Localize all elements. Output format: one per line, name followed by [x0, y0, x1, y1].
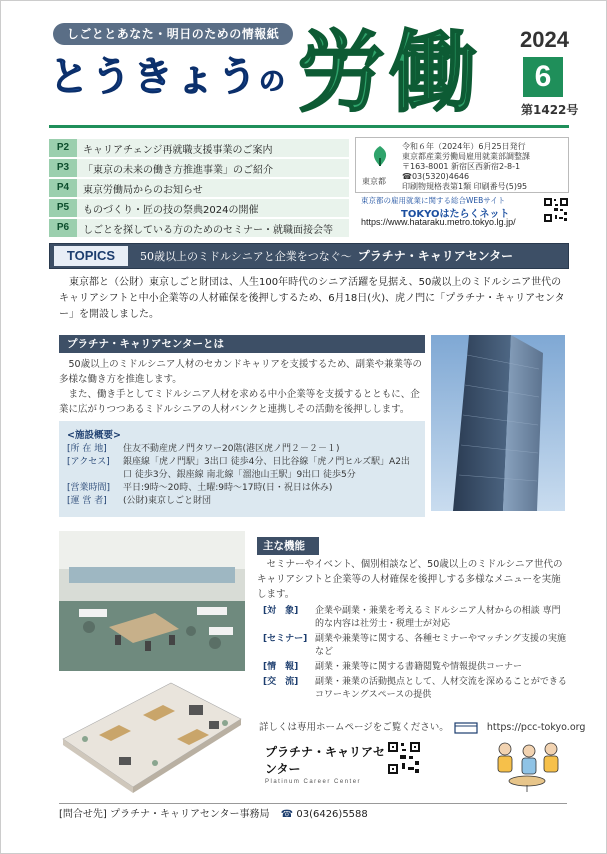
main-features-body: セミナーやイベント、個別相談など、50歳以上のミドルシニア世代のキャリアシフトと企業等の人材確保を後押しする多様なメニューを実施します。 — [257, 559, 563, 600]
issue-month-badge: 6 — [523, 57, 563, 97]
facility-value: 平日:9時〜20時、土曜:9時〜17時(日・祝日は休み) — [123, 483, 333, 493]
facility-key: [所 在 地] — [67, 444, 107, 454]
toc-page-number: P2 — [49, 139, 77, 157]
facility-value: 住友不動産虎ノ門タワー20階(港区虎ノ門２－２－１) — [123, 444, 340, 454]
topics-title — [140, 244, 513, 269]
issue-number: 第1422号 — [521, 103, 579, 117]
contact-label: [問合せ先] — [59, 809, 107, 820]
detail-text: 詳しくは専用ホームページをご覧ください。 — [259, 722, 449, 733]
detail-line — [259, 719, 585, 734]
topics-tag: TOPICS — [54, 246, 128, 266]
feature-key: [交 流] — [263, 677, 299, 687]
center-qr-code-icon[interactable] — [387, 741, 421, 775]
facility-value: (公財)東京しごと財団 — [123, 496, 212, 506]
toc-item[interactable] — [49, 199, 349, 217]
about-heading: プラチナ・キャリアセンターとは — [59, 335, 425, 353]
facility-row — [67, 495, 417, 508]
publisher-box — [355, 137, 569, 193]
people-illustration — [489, 737, 565, 793]
about-body — [59, 357, 425, 417]
topics-lead: 50歳以上のミドルシニアと企業をつなぐ〜 — [140, 250, 352, 263]
issue-year: 2024 — [520, 27, 569, 52]
feature-menu — [263, 605, 567, 704]
facility-value: 銀座線「虎ノ門駅」3出口 徒歩4分、日比谷線「虎ノ門ヒルズ駅」A2出口 徒歩3分、銀座線 南北線「溜池山王駅」9出口 徒歩5分 — [123, 457, 410, 480]
center-logo-en: Platinum Career Center — [265, 779, 362, 785]
brand-kana-text: とうきょう — [49, 54, 259, 100]
brand-kana — [49, 47, 287, 112]
toc-item-label: 東京労働局からのお知らせ — [83, 184, 203, 196]
gov-label: 東京都 — [362, 177, 386, 186]
about-paragraph: 50歳以上のミドルシニア人材のセカンドキャリアを支援するため、副業や兼業等の多様な働き方を推進します。 — [59, 359, 422, 385]
topics-center-name: プラチナ・キャリアセンター — [357, 249, 514, 263]
publisher-phone: ☎03(5320)4646 — [402, 172, 470, 181]
feature-row — [263, 661, 567, 674]
toc-page-number: P5 — [49, 199, 77, 217]
publish-date: 令和６年（2024年）6月25日発行 — [402, 142, 526, 151]
feature-value: 副業・兼業等に関する書籍閲覧や情報提供コーナー — [315, 662, 523, 672]
feature-value: 副業や兼業等に関する、各種セミナーやマッチング支援の実施など — [315, 634, 567, 657]
contact-office: プラチナ・キャリアセンター事務局 — [110, 809, 270, 820]
print-number: 印刷物規格表第1類 印刷番号(5)95 — [402, 182, 528, 191]
web-browser-icon — [454, 722, 478, 734]
contact-phone[interactable]: 03(6426)5588 — [296, 809, 368, 820]
brand-no: の — [259, 67, 288, 97]
facility-overview — [59, 421, 425, 517]
toc-page-number: P4 — [49, 179, 77, 197]
about-paragraph: また、働き手としてミドルシニア人材を求める中小企業等を支援するとともに、企業に広がりつつあるミドルシニアの人材バンクと連携しその活動を後押しします。 — [59, 389, 420, 415]
toc-item-label: ものづくり・匠の技の祭典2024の開催 — [83, 204, 259, 216]
feature-key: [対 象] — [263, 606, 299, 616]
website-qr-code-icon[interactable] — [543, 197, 569, 223]
facility-row — [67, 443, 417, 456]
table-of-contents — [49, 139, 349, 239]
toc-item-label: しごとを探している方のためのセミナー・就職面接会等 — [83, 224, 333, 236]
office-interior-photo — [59, 531, 245, 671]
newsletter-subtitle: しごととあなた・明日のための情報紙 — [53, 23, 293, 45]
toc-page-number: P3 — [49, 159, 77, 177]
topics-intro: 東京都と（公財）東京しごと財団は、人生100年時代のシニア活躍を見据え、50歳以上のミドルシニア世代のキャリアシフトと中小企業等の人材確保を後押しするため、6月18日(火)、虎ノ門に「プラチナ・キャリアセンター」を開設しました。 — [59, 277, 565, 320]
website-url[interactable]: https://www.hataraku.metro.tokyo.lg.jp/ — [361, 217, 516, 227]
brand-kanji-logo: 労働 — [297, 21, 482, 124]
toc-item-label: キャリアチェンジ再就職支援事業のご案内 — [83, 144, 273, 156]
facility-title: <施設概要> — [67, 430, 121, 441]
feature-key: [セミナー] — [263, 634, 308, 644]
toc-page-number: P6 — [49, 219, 77, 237]
feature-value: 副業・兼業の活動拠点として、人材交流を深めることができるコワーキングスペースの提供 — [315, 677, 567, 700]
website-box — [355, 195, 569, 229]
topics-banner — [49, 243, 569, 269]
feature-value: 企業や副業・兼業を考えるミドルシニア人材からの相談 専門的な内容は社労士・税理士が対応 — [315, 606, 561, 629]
facility-key: [アクセス] — [67, 457, 110, 467]
publisher-department: 東京都産業労働局雇用就業部調整課 — [402, 152, 530, 161]
feature-key: [情 報] — [263, 662, 299, 672]
facility-row — [67, 456, 417, 482]
floor-plan-illustration — [59, 675, 245, 793]
tokyo-gov-emblem-icon — [368, 144, 392, 168]
phone-icon: ☎ — [280, 809, 294, 820]
toc-item[interactable] — [49, 159, 349, 177]
facility-key: [運 営 者] — [67, 496, 107, 506]
publisher-info — [402, 142, 530, 192]
facility-row — [67, 482, 417, 495]
feature-row — [263, 676, 567, 702]
contact-info — [59, 803, 567, 825]
toc-item[interactable] — [49, 139, 349, 157]
toc-item[interactable] — [49, 179, 349, 197]
feature-row — [263, 605, 567, 631]
main-features-heading: 主な機能 — [257, 537, 319, 555]
website-name: TOKYOはたらくネット — [401, 209, 510, 220]
toc-item-label: 「東京の未来の働き方推進事業」のご紹介 — [83, 164, 273, 176]
toc-item[interactable] — [49, 219, 349, 237]
publisher-address: 〒163-8001 新宿区西新宿2-8-1 — [402, 162, 521, 171]
facility-key: [営業時間] — [67, 483, 111, 493]
center-website-link[interactable]: https://pcc-tokyo.org — [486, 722, 586, 733]
center-logo-jp: プラチナ・キャリアセンター — [265, 745, 385, 776]
center-logo — [265, 743, 385, 785]
header-divider — [49, 125, 569, 128]
website-caption: 東京都の雇用就業に関する総合WEBサイト — [361, 196, 506, 205]
building-photo — [431, 335, 565, 511]
feature-row — [263, 633, 567, 659]
